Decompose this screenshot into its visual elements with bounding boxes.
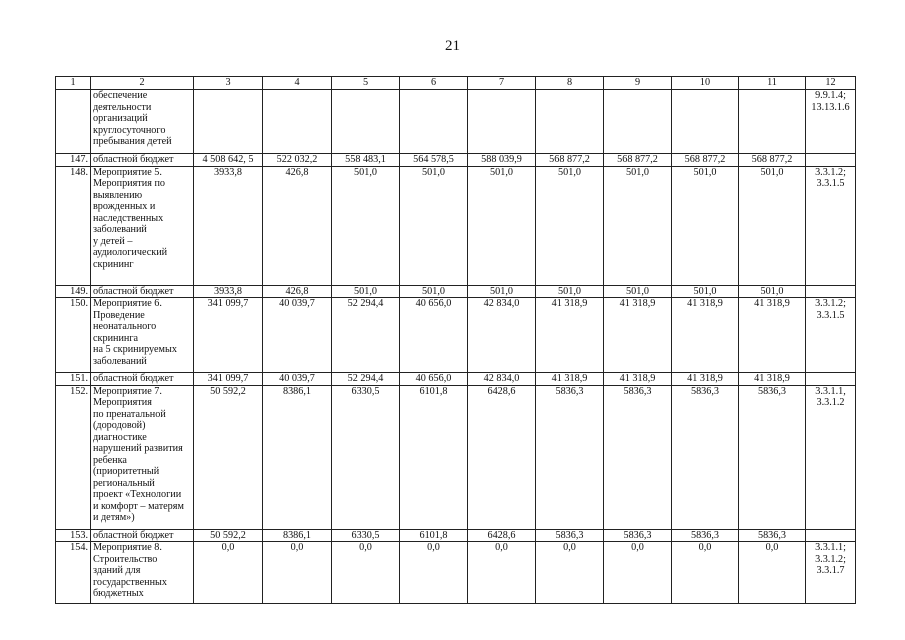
table-row xyxy=(56,542,856,604)
value-cell: 4 508 642, 5 xyxy=(194,154,263,167)
value-cell: 41 318,9 xyxy=(604,298,672,373)
row-number: 149. xyxy=(56,285,91,298)
row-refs xyxy=(806,529,856,542)
value-cell xyxy=(332,90,400,154)
value-cell: 50 592,2 xyxy=(194,529,263,542)
row-refs xyxy=(806,285,856,298)
value-cell: 5836,3 xyxy=(672,385,739,529)
row-name: Мероприятие 8. Строительство зданий для государственных бюджетных xyxy=(91,542,194,604)
value-cell: 522 032,2 xyxy=(263,154,332,167)
value-cell: 501,0 xyxy=(672,285,739,298)
value-cell: 0,0 xyxy=(332,542,400,604)
value-cell: 6101,8 xyxy=(400,385,468,529)
value-cell: 501,0 xyxy=(468,285,536,298)
value-cell: 558 483,1 xyxy=(332,154,400,167)
value-cell: 501,0 xyxy=(739,166,806,285)
value-cell: 5836,3 xyxy=(604,385,672,529)
value-cell: 41 318,9 xyxy=(536,373,604,386)
value-cell: 41 318,9 xyxy=(739,373,806,386)
value-cell: 6330,5 xyxy=(332,385,400,529)
row-name: Мероприятие 5. Мероприятия по выявлению врожденных и наследственных заболеваний у детей – аудиологический скрининг xyxy=(91,166,194,285)
table-row xyxy=(56,154,856,167)
column-header: 4 xyxy=(263,77,332,90)
table-row xyxy=(56,90,856,154)
value-cell: 5836,3 xyxy=(739,385,806,529)
value-cell: 8386,1 xyxy=(263,385,332,529)
row-name: областной бюджет xyxy=(91,154,194,167)
value-cell xyxy=(672,90,739,154)
table-header-row xyxy=(56,77,856,90)
value-cell: 41 318,9 xyxy=(739,298,806,373)
table-row xyxy=(56,285,856,298)
value-cell xyxy=(263,90,332,154)
row-name: Мероприятие 7. Мероприятия по пренатальной (дородовой) диагностике нарушений развития ребенка (приоритетный региональный проект «Технологии и комфорт – матерям и детям») xyxy=(91,385,194,529)
value-cell: 501,0 xyxy=(604,285,672,298)
value-cell: 41 318,9 xyxy=(536,298,604,373)
row-number: 148. xyxy=(56,166,91,285)
row-number: 151. xyxy=(56,373,91,386)
budget-table xyxy=(55,76,856,604)
value-cell: 588 039,9 xyxy=(468,154,536,167)
column-header: 12 xyxy=(806,77,856,90)
value-cell: 5836,3 xyxy=(739,529,806,542)
row-number xyxy=(56,90,91,154)
row-refs xyxy=(806,154,856,167)
value-cell: 40 039,7 xyxy=(263,298,332,373)
table-row xyxy=(56,385,856,529)
value-cell: 41 318,9 xyxy=(604,373,672,386)
value-cell: 501,0 xyxy=(400,166,468,285)
column-header: 6 xyxy=(400,77,468,90)
row-number: 153. xyxy=(56,529,91,542)
row-refs: 9.9.1.4; 13.13.1.6 xyxy=(806,90,856,154)
row-number: 152. xyxy=(56,385,91,529)
value-cell: 501,0 xyxy=(604,166,672,285)
value-cell xyxy=(468,90,536,154)
value-cell: 0,0 xyxy=(400,542,468,604)
value-cell: 568 877,2 xyxy=(739,154,806,167)
value-cell: 564 578,5 xyxy=(400,154,468,167)
value-cell: 501,0 xyxy=(672,166,739,285)
column-header: 3 xyxy=(194,77,263,90)
value-cell: 6101,8 xyxy=(400,529,468,542)
value-cell: 6330,5 xyxy=(332,529,400,542)
column-header: 8 xyxy=(536,77,604,90)
row-refs: 3.3.1.2; 3.3.1.5 xyxy=(806,166,856,285)
value-cell: 501,0 xyxy=(400,285,468,298)
value-cell: 501,0 xyxy=(739,285,806,298)
value-cell: 0,0 xyxy=(604,542,672,604)
value-cell xyxy=(536,90,604,154)
row-name: областной бюджет xyxy=(91,529,194,542)
value-cell: 8386,1 xyxy=(263,529,332,542)
value-cell: 6428,6 xyxy=(468,385,536,529)
table-row xyxy=(56,298,856,373)
value-cell: 426,8 xyxy=(263,166,332,285)
value-cell: 3933,8 xyxy=(194,166,263,285)
value-cell: 0,0 xyxy=(739,542,806,604)
column-header: 2 xyxy=(91,77,194,90)
value-cell: 0,0 xyxy=(672,542,739,604)
value-cell: 501,0 xyxy=(536,285,604,298)
column-header: 9 xyxy=(604,77,672,90)
table-row xyxy=(56,529,856,542)
row-number: 147. xyxy=(56,154,91,167)
value-cell: 0,0 xyxy=(194,542,263,604)
value-cell: 6428,6 xyxy=(468,529,536,542)
value-cell: 41 318,9 xyxy=(672,298,739,373)
value-cell: 501,0 xyxy=(536,166,604,285)
value-cell: 5836,3 xyxy=(536,529,604,542)
column-header: 11 xyxy=(739,77,806,90)
row-refs: 3.3.1.2; 3.3.1.5 xyxy=(806,298,856,373)
value-cell: 42 834,0 xyxy=(468,373,536,386)
value-cell: 0,0 xyxy=(263,542,332,604)
value-cell xyxy=(400,90,468,154)
value-cell: 341 099,7 xyxy=(194,373,263,386)
column-header: 1 xyxy=(56,77,91,90)
value-cell: 501,0 xyxy=(332,285,400,298)
column-header: 5 xyxy=(332,77,400,90)
row-number: 154. xyxy=(56,542,91,604)
row-name: областной бюджет xyxy=(91,285,194,298)
value-cell: 40 656,0 xyxy=(400,298,468,373)
value-cell: 0,0 xyxy=(536,542,604,604)
row-refs: 3.3.1.1, 3.3.1.2 xyxy=(806,385,856,529)
value-cell: 5836,3 xyxy=(536,385,604,529)
value-cell: 42 834,0 xyxy=(468,298,536,373)
value-cell: 0,0 xyxy=(468,542,536,604)
value-cell: 40 039,7 xyxy=(263,373,332,386)
value-cell: 341 099,7 xyxy=(194,298,263,373)
value-cell xyxy=(194,90,263,154)
value-cell: 41 318,9 xyxy=(672,373,739,386)
value-cell: 568 877,2 xyxy=(536,154,604,167)
page-number: 21 xyxy=(445,38,460,54)
column-header: 7 xyxy=(468,77,536,90)
table-row xyxy=(56,373,856,386)
value-cell: 52 294,4 xyxy=(332,298,400,373)
value-cell: 426,8 xyxy=(263,285,332,298)
value-cell: 40 656,0 xyxy=(400,373,468,386)
row-name: областной бюджет xyxy=(91,373,194,386)
column-header: 10 xyxy=(672,77,739,90)
value-cell: 568 877,2 xyxy=(604,154,672,167)
value-cell: 501,0 xyxy=(332,166,400,285)
row-number: 150. xyxy=(56,298,91,373)
value-cell: 3933,8 xyxy=(194,285,263,298)
value-cell: 568 877,2 xyxy=(672,154,739,167)
row-name: обеспечение деятельности организаций круглосуточного пребывания детей xyxy=(91,90,194,154)
value-cell: 52 294,4 xyxy=(332,373,400,386)
value-cell: 5836,3 xyxy=(604,529,672,542)
value-cell: 5836,3 xyxy=(672,529,739,542)
value-cell: 501,0 xyxy=(468,166,536,285)
row-refs xyxy=(806,373,856,386)
table-row xyxy=(56,166,856,285)
value-cell xyxy=(604,90,672,154)
value-cell xyxy=(739,90,806,154)
row-refs: 3.3.1.1; 3.3.1.2; 3.3.1.7 xyxy=(806,542,856,604)
row-name: Мероприятие 6. Проведение неонатального скрининга на 5 скринируемых заболеваний xyxy=(91,298,194,373)
value-cell: 50 592,2 xyxy=(194,385,263,529)
